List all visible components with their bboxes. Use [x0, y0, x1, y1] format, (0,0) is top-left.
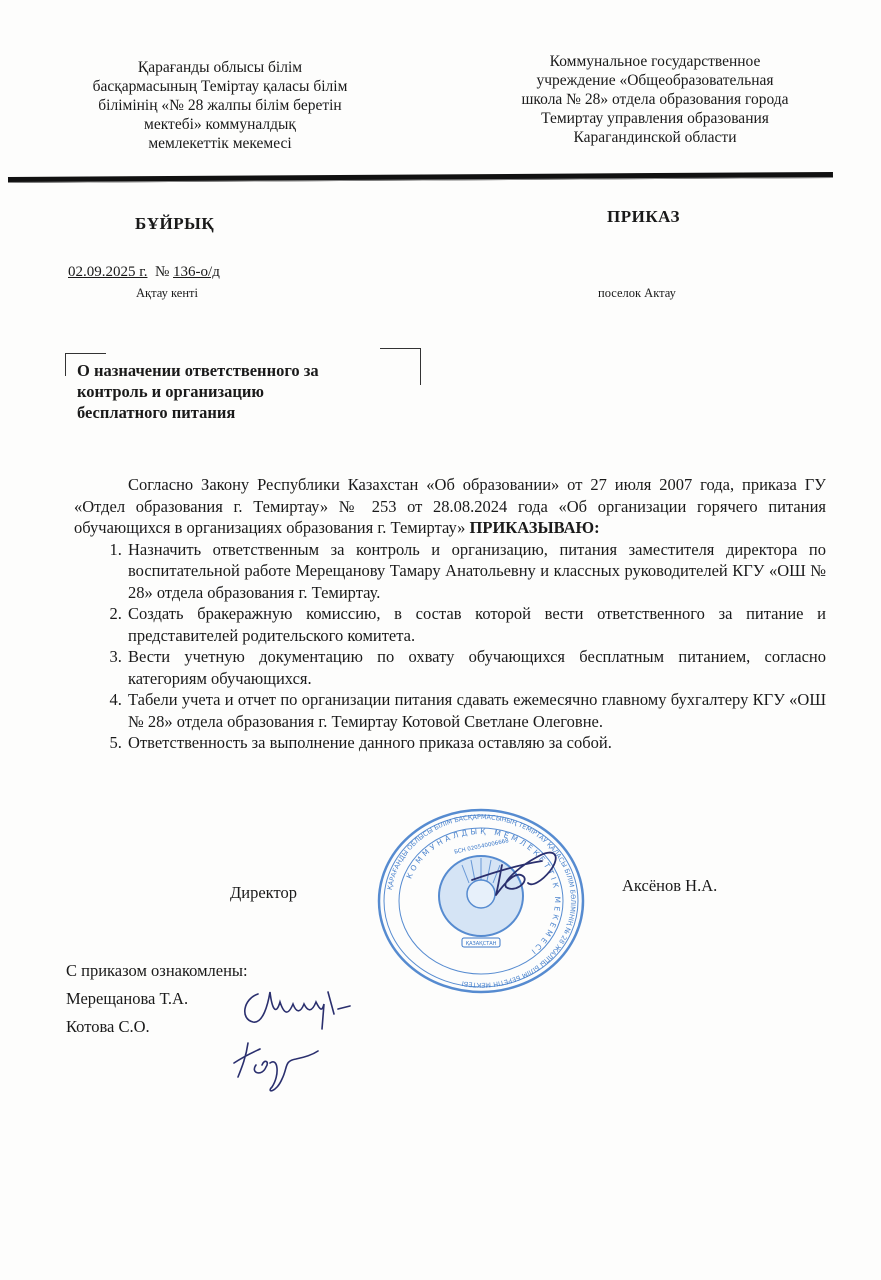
- emblem-label: ҚАЗАҚСТАН: [465, 941, 497, 947]
- signatory-role: Директор: [230, 883, 297, 902]
- subject-line: контроль и организацию: [77, 382, 264, 401]
- order-number: 136-о/д: [173, 264, 220, 280]
- order-dateline: [68, 264, 220, 281]
- signature-kotova: [226, 1035, 326, 1095]
- header-ru-line: Темиртау управления образования: [541, 110, 769, 127]
- order-body: [74, 474, 826, 754]
- header-ru-line: Карагандинской области: [573, 129, 737, 146]
- order-item: 4. Табели учета и отчет по организации питания сдавать ежемесячно главному бухгалтеру КГУ «ОШ № 28» отдела образования г. Темиртау Котовой Светлане Олеговне.: [126, 689, 826, 732]
- place-kz: Ақтау кенті: [136, 286, 198, 300]
- director-signature: [462, 835, 572, 905]
- header-divider: [8, 172, 833, 183]
- ack-person: Котова С.О.: [66, 1017, 150, 1036]
- header-kz-line: басқармасының Теміртау қаласы білім: [92, 78, 348, 95]
- title-ru: ПРИКАЗ: [607, 207, 680, 226]
- order-item: 2. Создать бракеражную комиссию, в состав которой вести ответственного за питание и представителей родительского комитета.: [126, 603, 826, 646]
- header-kz-line: білімінің «№ 28 жалпы білім беретін: [98, 97, 342, 114]
- order-number-sign: №: [154, 264, 170, 280]
- preamble-text: Согласно Закону Республики Казахстан «Об образовании» от 27 июля 2007 года, приказа ГУ «Отдел образования г. Темиртау» № 253 от 28.08.2024 года «Об организации горячего питания обучающихся в организациях образования г. Темиртау»: [74, 475, 826, 537]
- signatory-name: Аксёнов Н.А.: [622, 876, 718, 895]
- header-ru: [475, 52, 835, 147]
- order-item: 3. Вести учетную документацию по охвату обучающихся бесплатным питанием, согласно категориям обучающихся.: [126, 646, 826, 689]
- order-command: ПРИКАЗЫВАЮ:: [469, 518, 600, 537]
- place-ru: поселок Актау: [598, 286, 676, 300]
- acknowledgement: [66, 957, 248, 1041]
- order-item: 1. Назначить ответственным за контроль и организацию, питания заместителя директора по воспитательной работе Мерещанову Тамару Анатольевну и классных руководителей КГУ «ОШ № 28» отдела образования г. Темиртау.: [126, 539, 826, 604]
- header-kz-line: мектебі» коммуналдық: [144, 116, 296, 133]
- header-ru-line: Коммунальное государственное: [549, 53, 761, 70]
- stamp-outer-text: ҚАРАҒАНДЫ ОБЛЫСЫ БІЛІМ БАСҚАРМАСЫНЫҢ ТЕМІРТАУ ҚАЛАСЫ БІЛІМ БӨЛІМІНІҢ № 28 ЖАЛПЫ БІЛІМ БЕРЕТІН МЕКТЕБІ: [385, 812, 578, 990]
- order-date: 02.09.2025 г.: [68, 264, 148, 280]
- stamp-bin: БСН 020540006668: [453, 838, 510, 856]
- ack-label: С приказом ознакомлены:: [66, 961, 248, 980]
- header-kz-line: мемлекеттік мекемесі: [148, 135, 292, 152]
- signature-mereshchanova: [238, 984, 368, 1034]
- title-kz: БҰЙРЫҚ: [135, 214, 215, 233]
- order-items: [74, 539, 826, 754]
- header-ru-line: школа № 28» отдела образования города: [521, 91, 789, 108]
- subject-line: О назначении ответственного за: [77, 361, 319, 380]
- subject-line: бесплатного питания: [77, 403, 236, 422]
- header-kz-line: Қарағанды облысы білім: [137, 59, 303, 76]
- header-ru-line: учреждение «Общеобразовательная: [536, 72, 774, 89]
- header-kz: [55, 58, 385, 153]
- order-subject: [77, 360, 407, 423]
- preamble: [74, 474, 826, 539]
- order-item: 5. Ответственность за выполнение данного приказа оставляю за собой.: [126, 732, 826, 754]
- stamp-inner-text: КОММУНАЛДЫҚ МЕМЛЕКЕТТІК МЕКЕМЕСІ: [404, 826, 563, 958]
- ack-person: Мерещанова Т.А.: [66, 989, 189, 1008]
